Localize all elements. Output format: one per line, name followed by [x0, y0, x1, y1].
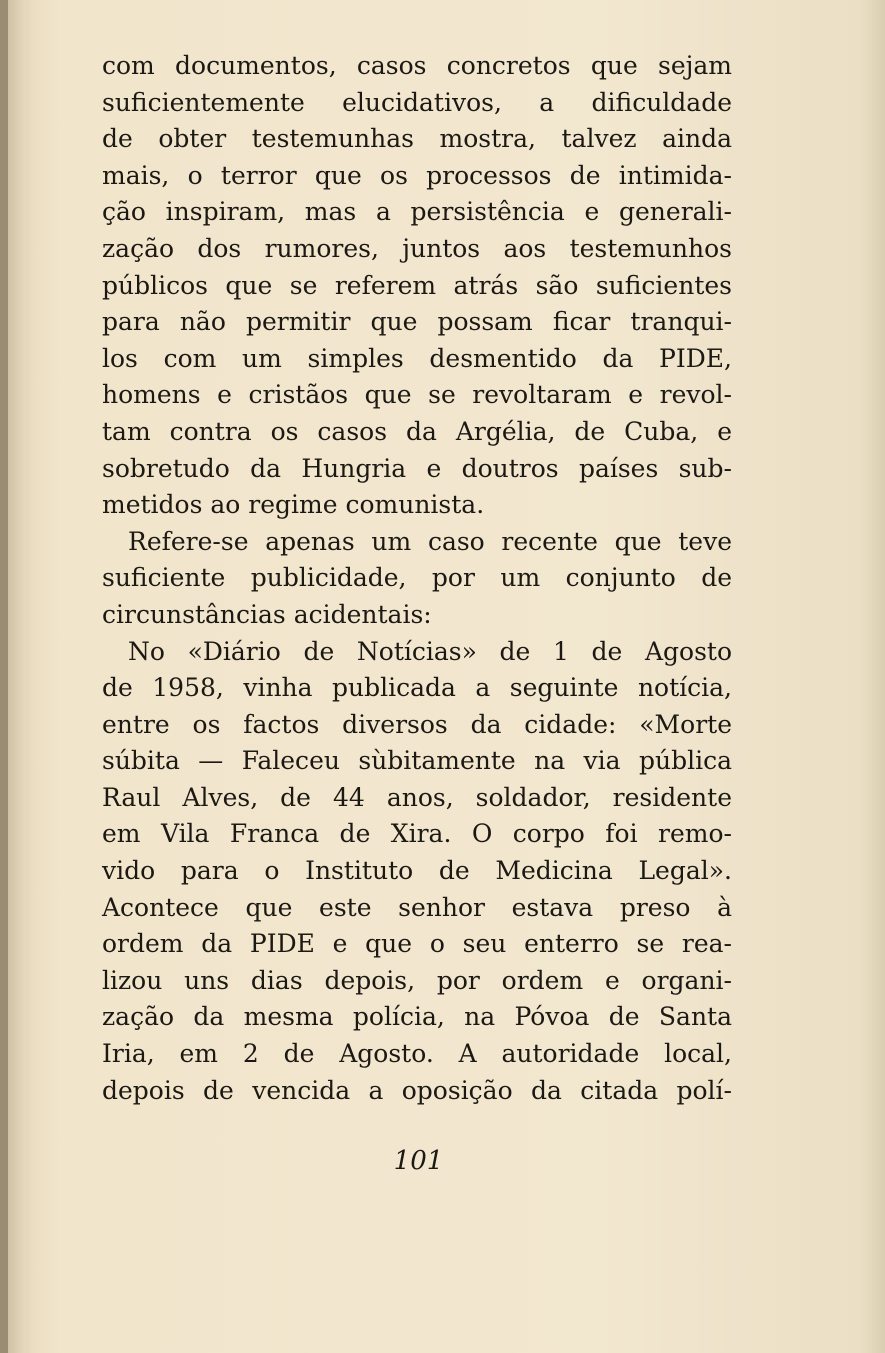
- text-line: circunstâncias acidentais:: [102, 599, 432, 629]
- text-line: ordem da PIDE e que o seu enterro se rea-: [102, 929, 732, 959]
- text-line: ção inspiram, mas a persistência e generali-: [102, 197, 732, 227]
- text-line: em Vila Franca de Xira. O corpo foi remo-: [102, 819, 732, 849]
- text-line: sobretudo da Hungria e doutros países sub-: [102, 453, 732, 483]
- text-line: públicos que se referem atrás são suficientes: [102, 270, 732, 300]
- page-number: [0, 1146, 885, 1176]
- text-line: depois de vencida a oposição da citada polí-: [102, 1075, 732, 1105]
- text-line: suficientemente elucidativos, a dificuldade: [102, 87, 732, 117]
- text-line: de 1958, vinha publicada a seguinte notícia,: [102, 673, 732, 703]
- text-line: mais, o terror que os processos de intimida-: [102, 160, 732, 190]
- text-line: Acontece que este senhor estava preso à: [102, 892, 732, 922]
- text-line: metidos ao regime comunista.: [102, 490, 485, 520]
- text-line: zação da mesma polícia, na Póvoa de Santa: [102, 1002, 732, 1032]
- text-line: No «Diário de Notícias» de 1 de Agosto: [128, 636, 732, 666]
- text-line: Iria, em 2 de Agosto. A autoridade local,: [102, 1039, 732, 1069]
- text-line: homens e cristãos que se revoltaram e revol-: [102, 380, 732, 410]
- text-line: para não permitir que possam ficar tranqui-: [102, 307, 732, 337]
- text-line: los com um simples desmentido da PIDE,: [102, 343, 732, 373]
- text-line: lizou uns dias depois, por ordem e organi-: [102, 965, 732, 995]
- text-line: Raul Alves, de 44 anos, soldador, residente: [102, 782, 732, 812]
- text-line: Refere-se apenas um caso recente que teve: [128, 526, 732, 556]
- text-line: com documentos, casos concretos que sejam: [102, 51, 732, 80]
- page-number-text: 101: [393, 1146, 444, 1176]
- text-line: tam contra os casos da Argélia, de Cuba, e: [102, 416, 732, 446]
- text-line: súbita — Faleceu sùbitamente na via pública: [102, 746, 732, 776]
- text-line: suficiente publicidade, por um conjunto de: [102, 563, 732, 593]
- text-line: zação dos rumores, juntos aos testemunhos: [102, 233, 732, 263]
- text-line: de obter testemunhas mostra, talvez ainda: [102, 124, 732, 154]
- text-line: vido para o Instituto de Medicina Legal».: [102, 856, 732, 886]
- text-line: entre os factos diversos da cidade: «Morte: [102, 709, 732, 739]
- body-text: [102, 48, 732, 1109]
